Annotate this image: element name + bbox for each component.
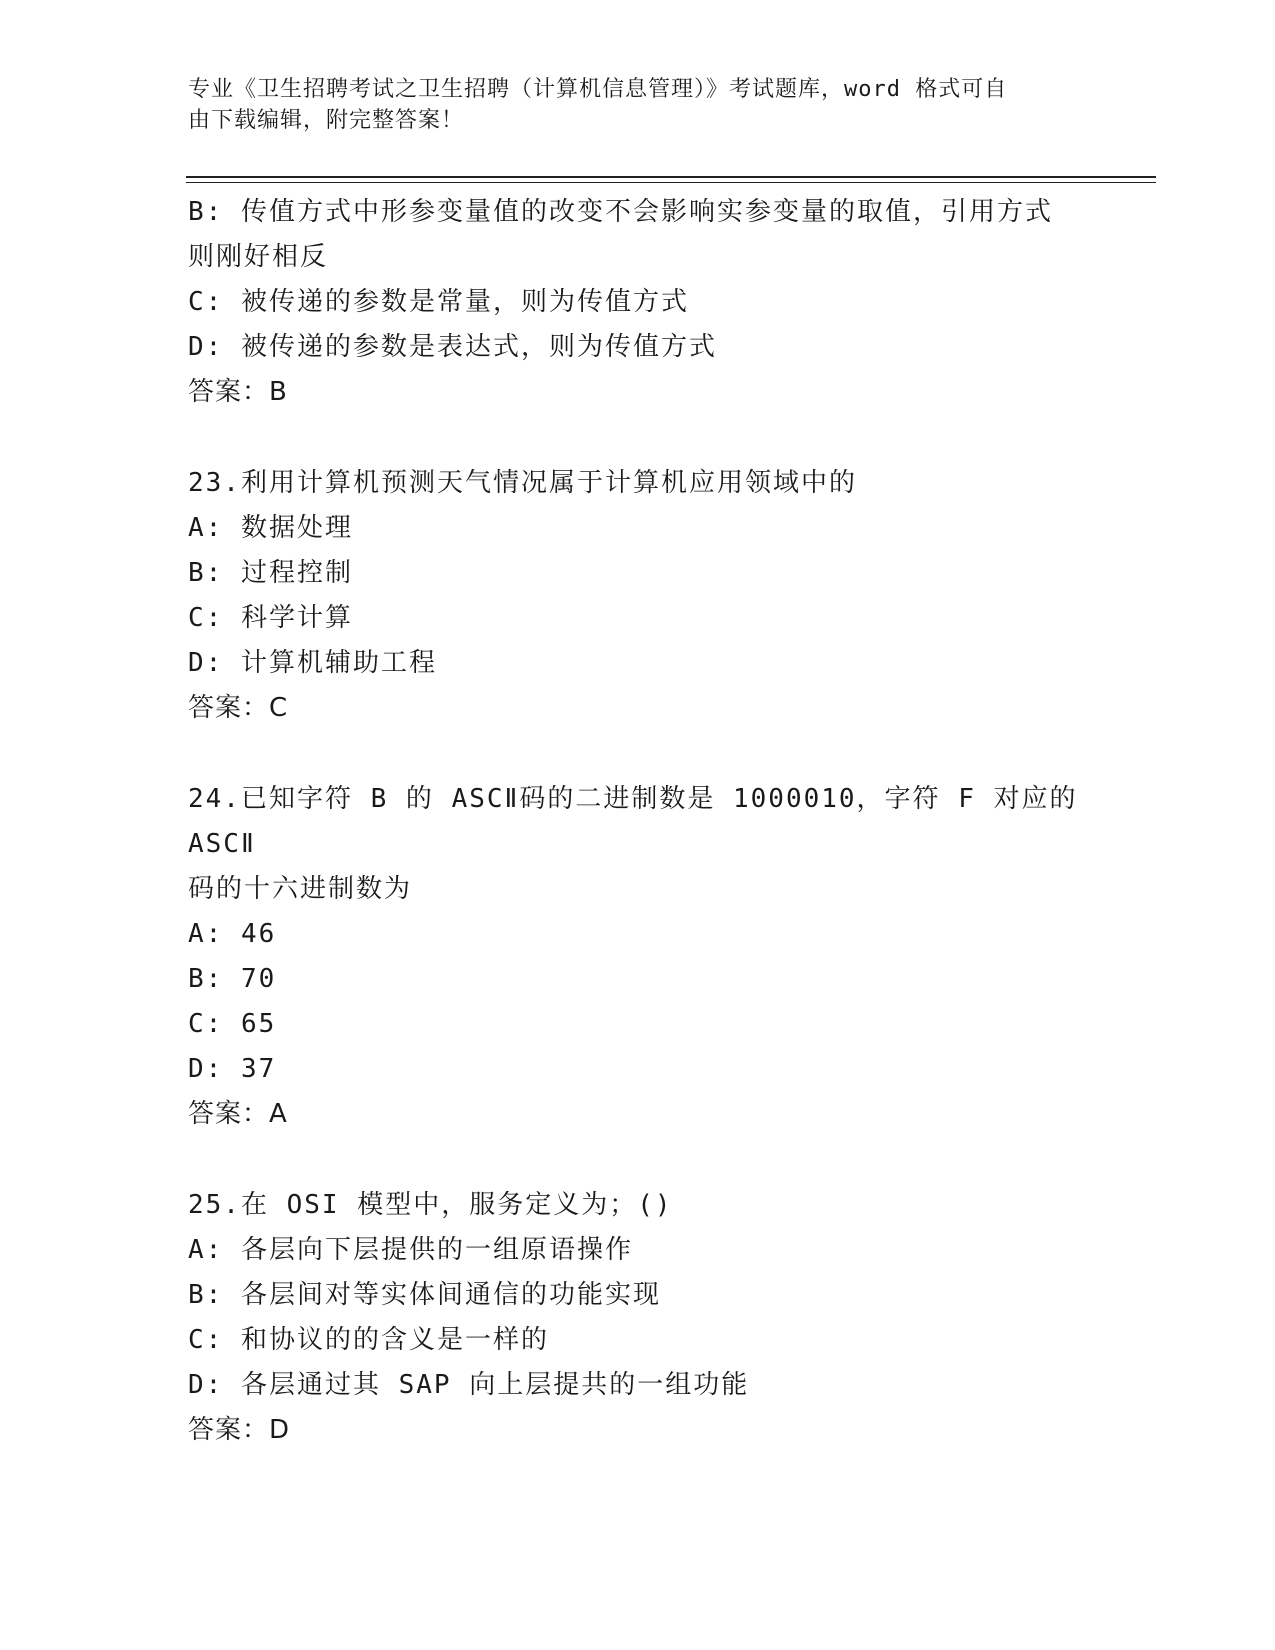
question-22-continued — [188, 190, 1088, 415]
answer: 答案：C — [188, 693, 289, 723]
option-b: B: 70 — [188, 964, 277, 994]
header-line-1: 专业《卫生招聘考试之卫生招聘（计算机信息管理）》考试题库，word 格式可自 — [188, 77, 1008, 102]
option-d: D: 各层通过其 SAP 向上层提共的一组功能 — [188, 1370, 750, 1400]
option-b-line-1: B: 传值方式中形参变量值的改变不会影响实参变量的取值，引用方式 — [188, 197, 1053, 227]
option-b: B: 过程控制 — [188, 558, 353, 588]
answer: 答案：D — [188, 1415, 291, 1445]
option-d: D: 被传递的参数是表达式，则为传值方式 — [188, 332, 717, 362]
option-c: C: 和协议的的含义是一样的 — [188, 1325, 549, 1355]
spacer — [188, 415, 1088, 461]
question-stem-line-2: 码的十六进制数为 — [188, 874, 413, 904]
option-b: B: 各层间对等实体间通信的功能实现 — [188, 1280, 661, 1310]
option-a: A: 各层向下层提供的一组原语操作 — [188, 1235, 633, 1265]
question-25 — [188, 1183, 1088, 1453]
option-c: C: 科学计算 — [188, 603, 353, 633]
question-stem: 25.在 OSI 模型中，服务定义为；() — [188, 1190, 673, 1220]
question-stem-line-1: 24.已知字符 B 的 ASCⅡ码的二进制数是 1000010，字符 F 对应的 ASCⅡ — [188, 784, 1096, 859]
header-rule-thick — [186, 176, 1156, 178]
header-line-2: 由下载编辑，附完整答案！ — [188, 108, 465, 133]
question-stem: 23.利用计算机预测天气情况属于计算机应用领域中的 — [188, 468, 857, 498]
option-a: A: 46 — [188, 919, 277, 949]
answer: 答案：A — [188, 1099, 288, 1129]
option-d: D: 37 — [188, 1054, 277, 1084]
question-23 — [188, 461, 1088, 731]
option-c: C: 被传递的参数是常量，则为传值方式 — [188, 287, 689, 317]
option-a: A: 数据处理 — [188, 513, 353, 543]
question-list — [188, 190, 1096, 1453]
spacer — [188, 1137, 1088, 1183]
spacer — [188, 731, 1088, 777]
option-b-line-2: 则刚好相反 — [188, 242, 329, 272]
header-rule-thin — [186, 182, 1156, 183]
option-c: C: 65 — [188, 1009, 277, 1039]
document-header — [188, 74, 1068, 136]
option-d: D: 计算机辅助工程 — [188, 648, 437, 678]
answer: 答案：B — [188, 377, 288, 407]
question-24 — [188, 777, 1096, 1137]
